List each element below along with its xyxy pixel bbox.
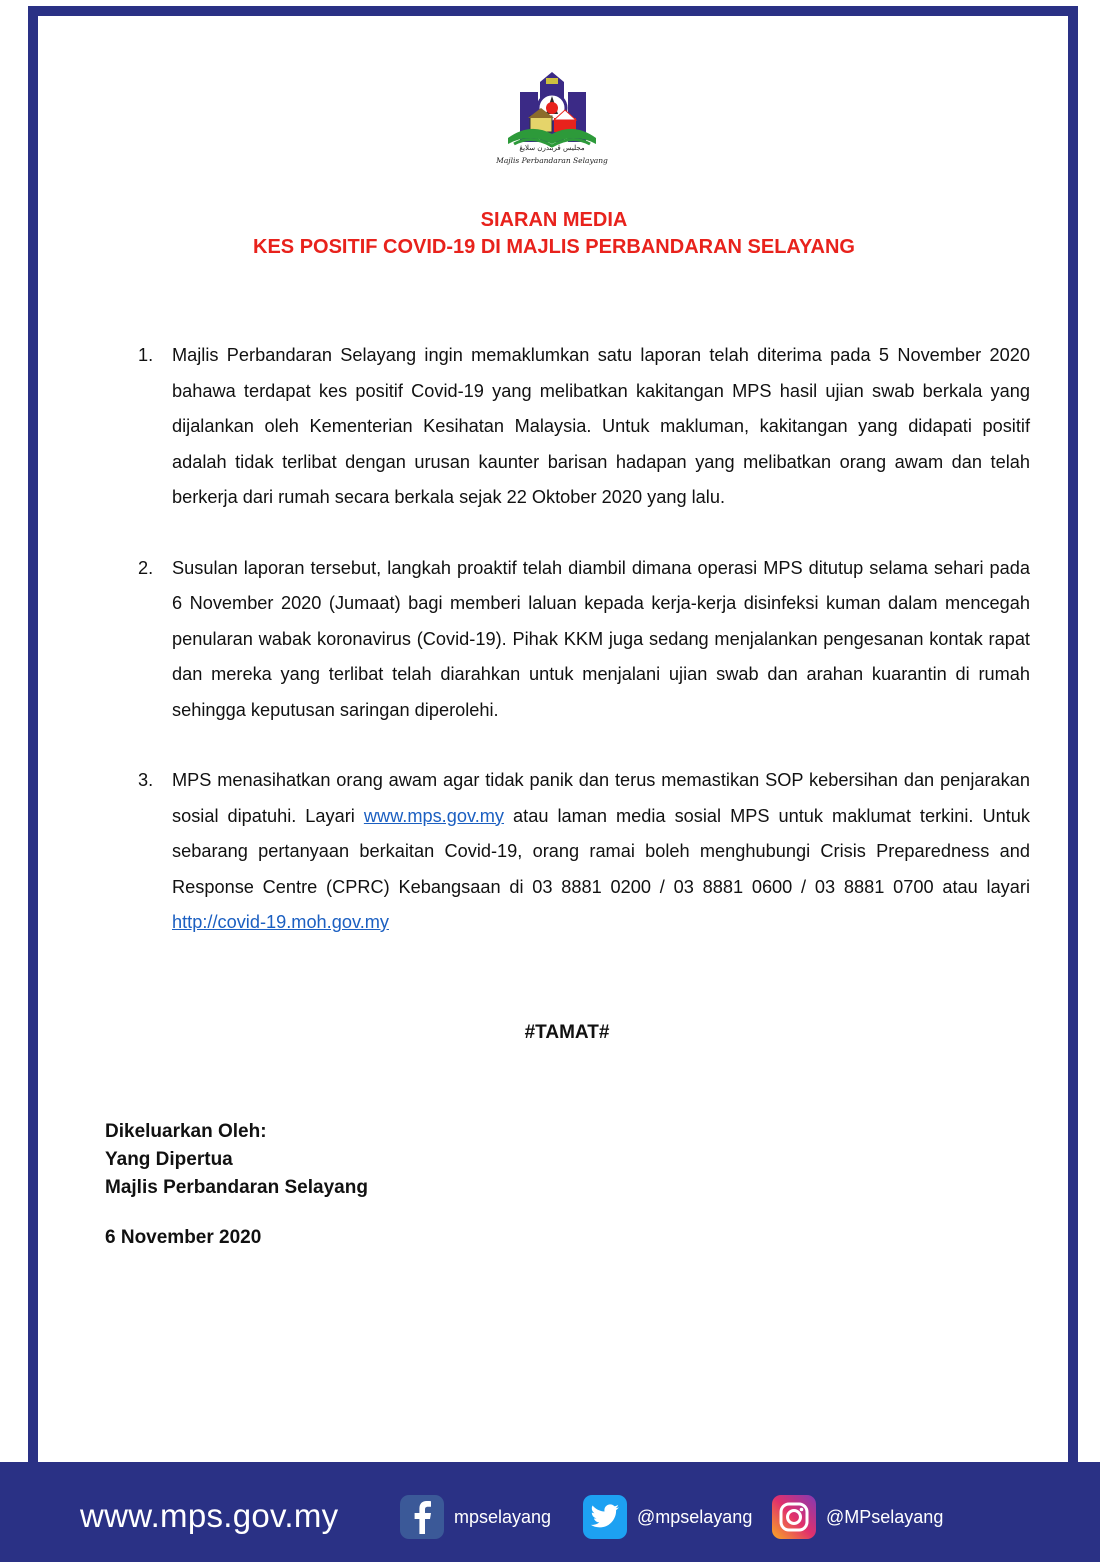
- logo-caption-arabic: مجليس ڤربندرن سلايڠ: [519, 144, 585, 152]
- issue-date: 6 November 2020: [105, 1227, 262, 1248]
- issuer-position: Yang Dipertua: [105, 1149, 233, 1170]
- statement-item-1: [138, 338, 1030, 516]
- page-frame-right: [1068, 6, 1078, 1476]
- instagram-icon: [772, 1495, 816, 1539]
- facebook-social[interactable]: [400, 1494, 551, 1540]
- mps-logo-icon: [500, 68, 604, 170]
- moh-covid-link[interactable]: http://covid-19.moh.gov.my: [172, 912, 389, 932]
- statement-item-3: [138, 763, 1030, 941]
- mps-website-link[interactable]: www.mps.gov.my: [363, 805, 505, 826]
- item-number: 2.: [138, 557, 154, 578]
- item-text: Majlis Perbandaran Selayang ingin memaklumkan satu laporan telah diterima pada 5 November 2020 bahawa terdapat kes positif Covid-19 yang melibatkan kakitangan MPS hasil ujian swab berkala yang dijalankan oleh Kementerian Kesihatan Malaysia. Untuk makluman, kakitangan yang didapati positif adalah tidak terlibat dengan urusan kaunter barisan hadapan yang melibatkan orang awam dan telah berkerja dari rumah secara berkala sejak 22 Oktober 2020 yang lalu.: [172, 345, 1030, 507]
- twitter-social[interactable]: [583, 1494, 752, 1540]
- item-number: 3.: [138, 770, 154, 790]
- press-release-title: [100, 207, 1008, 261]
- statement-item-2: [138, 551, 1030, 729]
- page-frame-top: [28, 6, 1078, 16]
- issuer-organization: Majlis Perbandaran Selayang: [105, 1177, 368, 1198]
- instagram-handle: @MPselayang: [826, 1506, 944, 1527]
- facebook-icon: [400, 1495, 444, 1539]
- item-text-part-a: MPS menasihatkan orang awam agar tidak panik dan terus memastikan SOP kebersihan dan penjarakan sosial dipatuhi. Layari: [172, 770, 1030, 826]
- instagram-social[interactable]: [772, 1494, 943, 1540]
- footer-website-link[interactable]: www.mps.gov.my: [80, 1497, 339, 1534]
- issuer-block: [105, 1118, 368, 1202]
- page-frame-left: [28, 6, 38, 1476]
- item-text: Susulan laporan tersebut, langkah proaktif telah diambil dimana operasi MPS ditutup selama sehari pada 6 November 2020 (Jumaat) bagi memberi laluan kepada kerja-kerja disinfeksi kuman dalam mencegah penularan wabak koronavirus (Covid-19). Pihak KKM juga sedang menjalankan pengesanan kontak rapat dan mereka yang terlibat telah diarahkan untuk menjalani ujian swab dan arahan kuarantin di rumah sehingga keputusan saringan diperolehi.: [172, 557, 1030, 720]
- issued-by-label: Dikeluarkan Oleh:: [105, 1121, 267, 1142]
- twitter-handle: @mpselayang: [637, 1506, 753, 1527]
- end-marker: #TAMAT#: [524, 1022, 610, 1043]
- item-text-part-b: atau laman media sosial MPS untuk maklumat terkini. Untuk sebarang pertanyaan berkaitan Covid-19, orang ramai boleh menghubungi Crisis Preparedness and Response Centre (CPRC) Kebangsaan di 03 8881 0200 / 03 8881 0600 / 03 8881 0700 atau layari: [172, 805, 1030, 897]
- title-line-1: SIARAN MEDIA: [480, 209, 628, 231]
- twitter-bird-icon: [583, 1495, 627, 1539]
- title-line-2: KES POSITIF COVID-19 DI MAJLIS PERBANDARAN SELAYANG: [253, 236, 855, 258]
- logo-caption: Majlis Perbandaran Selayang: [496, 156, 608, 165]
- item-number: 1.: [138, 345, 154, 365]
- facebook-handle: mpselayang: [454, 1506, 552, 1527]
- statement-list: [138, 338, 1030, 941]
